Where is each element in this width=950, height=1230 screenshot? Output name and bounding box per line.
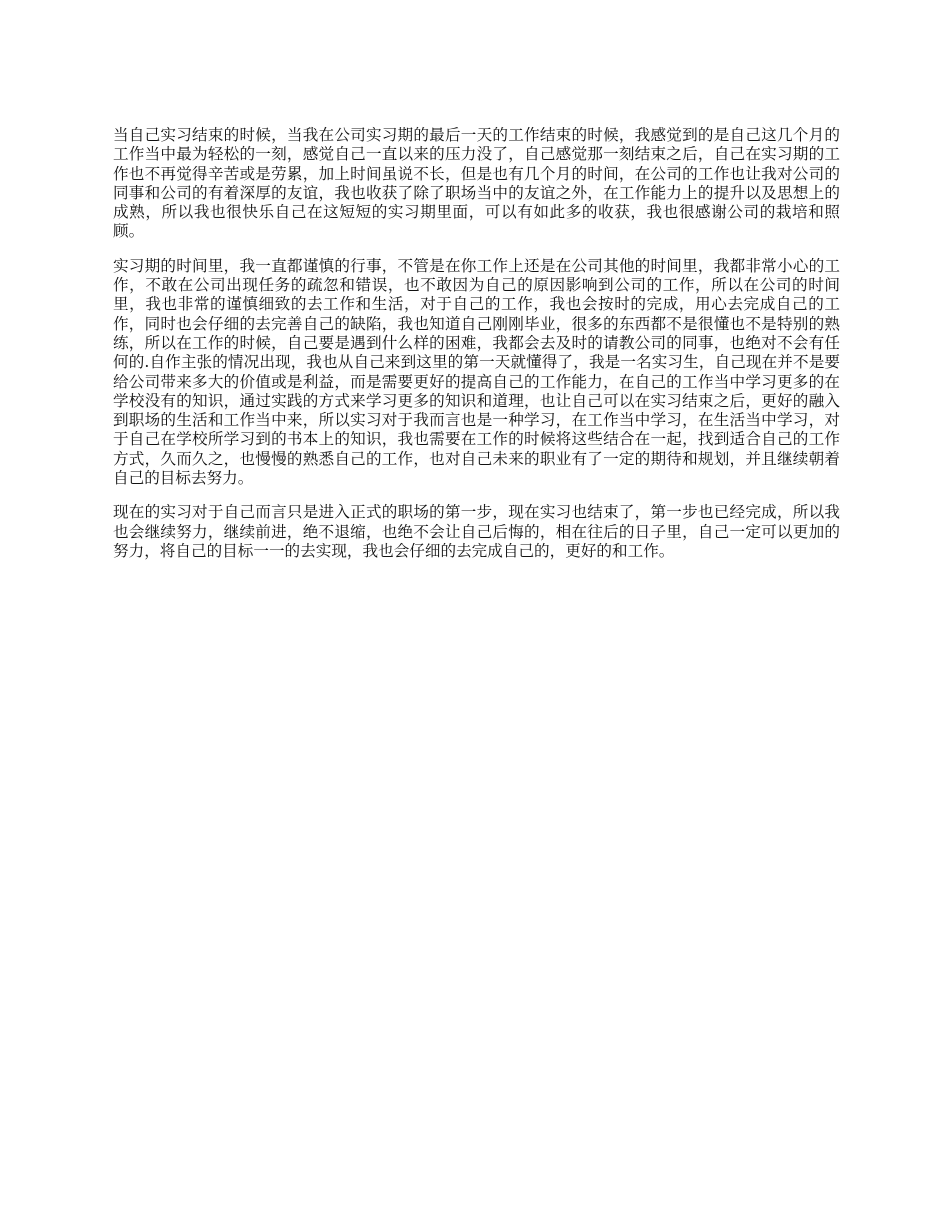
paragraph-3: 现在的实习对于自己而言只是进入正式的职场的第一步，现在实习也结束了，第一步也已经完成，所以我也会继续努力，继续前进，绝不退缩，也绝不会让自己后悔的，相在往后的日子里，自己一定可以更加的努力，将自己的目标一一的去实现，我也会仔细的去完成自己的，更好的和工作。 bbox=[113, 503, 840, 560]
document-body bbox=[113, 126, 840, 576]
paragraph-2: 实习期的时间里，我一直都谨慎的行事，不管是在你工作上还是在公司其他的时间里，我都非常小心的工作，不敢在公司出现任务的疏忽和错误，也不敢因为自己的原因影响到公司的工作，所以在公司的时间里，我也非常的谨慎细致的去工作和生活，对于自己的工作，我也会按时的完成，用心去完成自己的工作，同时也会仔细的去完善自己的缺陷，我也知道自己刚刚毕业，很多的东西都不是很懂也不是特别的熟练，所以在工作的时候，自己要是遇到什么样的困难，我都会去及时的请教公司的同事，也绝对不会有任何的.自作主张的情况出现，我也从自己来到这里的第一天就懂得了，我是一名实习生，自己现在并不是要给公司带来多大的价值或是利益，而是需要更好的提高自己的工作能力，在自己的工作当中学习更多的在学校没有的知识，通过实践的方式来学习更多的知识和道理，也让自己可以在实习结束之后，更好的融入到职场的生活和工作当中来，所以实习对于我而言也是一种学习，在工作当中学习，在生活当中学习，对于自己在学校所学习到的书本上的知识，我也需要在工作的时候将这些结合在一起，找到适合自己的工作方式，久而久之，也慢慢的熟悉自己的工作，也对自己未来的职业有了一定的期待和规划，并且继续朝着自己的目标去努力。 bbox=[113, 256, 840, 488]
paragraph-1: 当自己实习结束的时候，当我在公司实习期的最后一天的工作结束的时候，我感觉到的是自己这几个月的工作当中最为轻松的一刻，感觉自己一直以来的压力没了，自己感觉那一刻结束之后，自己在实习期的工作也不再觉得辛苦或是劳累，加上时间虽说不长，但是也有几个月的时间，在公司的工作也让我对公司的同事和公司的有着深厚的友谊，我也收获了除了职场当中的友谊之外，在工作能力上的提升以及思想上的成熟，所以我也很快乐自己在这短短的实习期里面，可以有如此多的收获，我也很感谢公司的栽培和照顾。 bbox=[113, 126, 840, 241]
